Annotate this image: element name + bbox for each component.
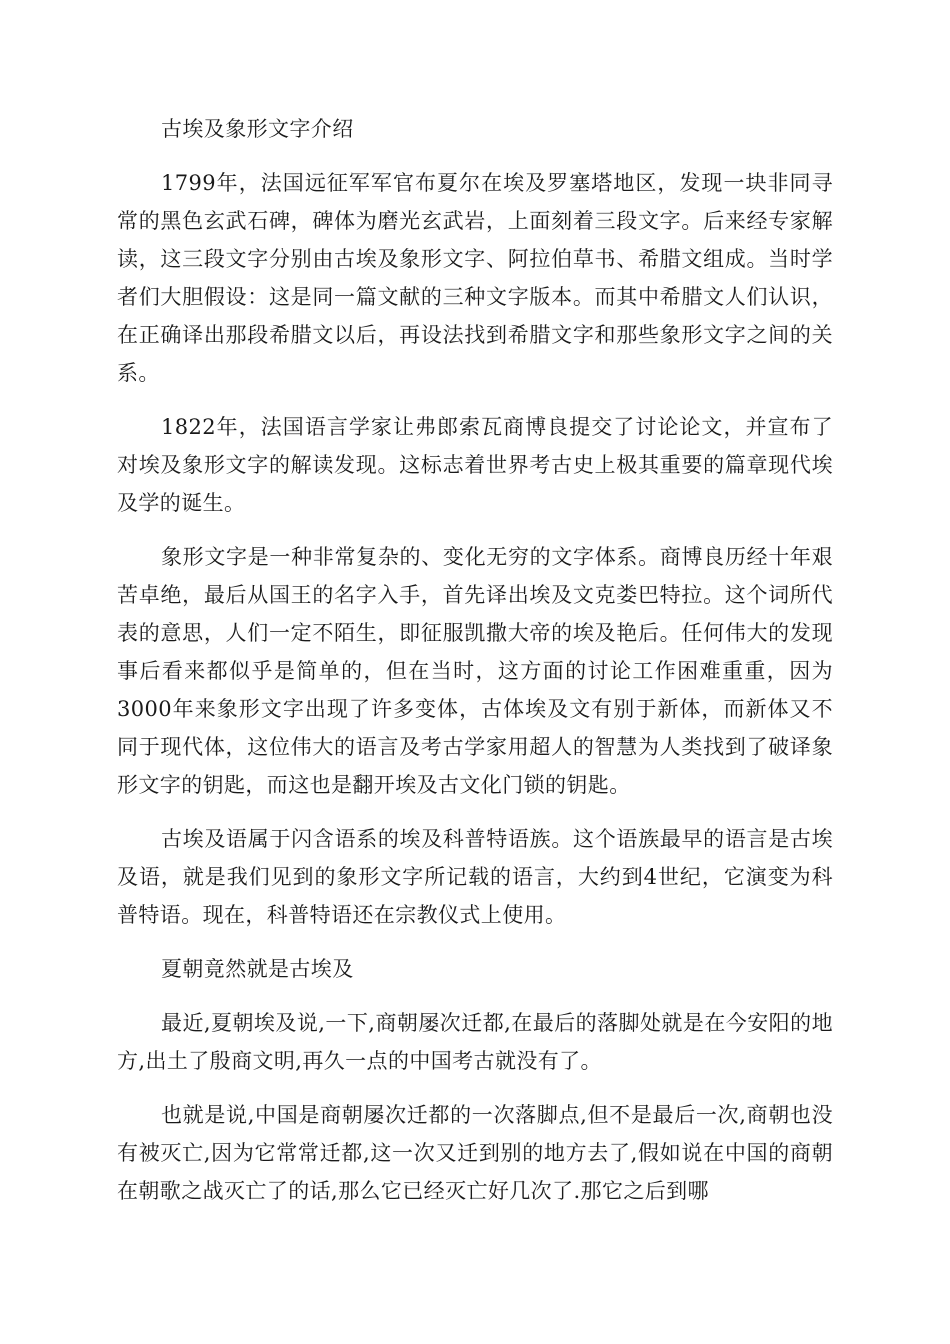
document-body [117,110,833,1226]
paragraph-hieroglyph-system: 象形文字是一种非常复杂的、变化无穷的文字体系。商博良历经十年艰苦卓绝，最后从国王的名字入手，首先译出埃及文克娄巴特拉。这个词所代表的意思，人们一定不陌生，即征服凯撒大帝的埃及艳后。任何伟大的发现事后看来都似乎是简单的，但在当时，这方面的讨论工作困难重重，因为3000年来象形文字出现了许多变体，古体埃及文有别于新体，而新体又不同于现代体，这位伟大的语言及考古学家用超人的智慧为人类找到了破译象形文字的钥匙，而这也是翻开埃及古文化门锁的钥匙。 [117,545,833,797]
paragraph-coptic-language: 古埃及语属于闪含语系的埃及科普特语族。这个语族最早的语言是古埃及语，就是我们见到的象形文字所记载的语言，大约到4世纪，它演变为科普特语。现在，科普特语还在宗教仪式上使用。 [117,827,833,927]
paragraph-rosetta-stone: 1799年，法国远征军军官布夏尔在埃及罗塞塔地区，发现一块非同寻常的黑色玄武石碑，碑体为磨光玄武岩，上面刻着三段文字。后来经专家解读，这三段文字分别由古埃及象形文字、阿拉伯草书、希腊文组成。当时学者们大胆假设：这是同一篇文献的三种文字版本。而其中希腊文人们认识，在正确译出那段希腊文以后，再设法找到希腊文字和那些象形文字之间的关系。 [117,171,833,385]
paragraph-shang-migration: 也就是说,中国是商朝屡次迁都的一次落脚点,但不是最后一次,商朝也没有被灭亡,因为它常常迁都,这一次又迁到别的地方去了,假如说在中国的商朝在朝歌之战灭亡了的话,那么它已经灭亡好几次了.那它之后到哪 [117,1103,833,1203]
section-heading-xia-dynasty: 夏朝竟然就是古埃及 [161,957,354,981]
paragraph-champollion: 1822年，法国语言学家让弗郎索瓦商博良提交了讨论论文，并宣布了对埃及象形文字的解读发现。这标志着世界考古史上极其重要的篇章现代埃及学的诞生。 [117,415,833,515]
section-heading-egypt-hieroglyphs: 古埃及象形文字介绍 [161,117,354,141]
paragraph-shang-capital: 最近,夏朝埃及说,一下,商朝屡次迁都,在最后的落脚处就是在今安阳的地方,出土了殷商文明,再久一点的中国考古就没有了。 [117,1011,833,1073]
